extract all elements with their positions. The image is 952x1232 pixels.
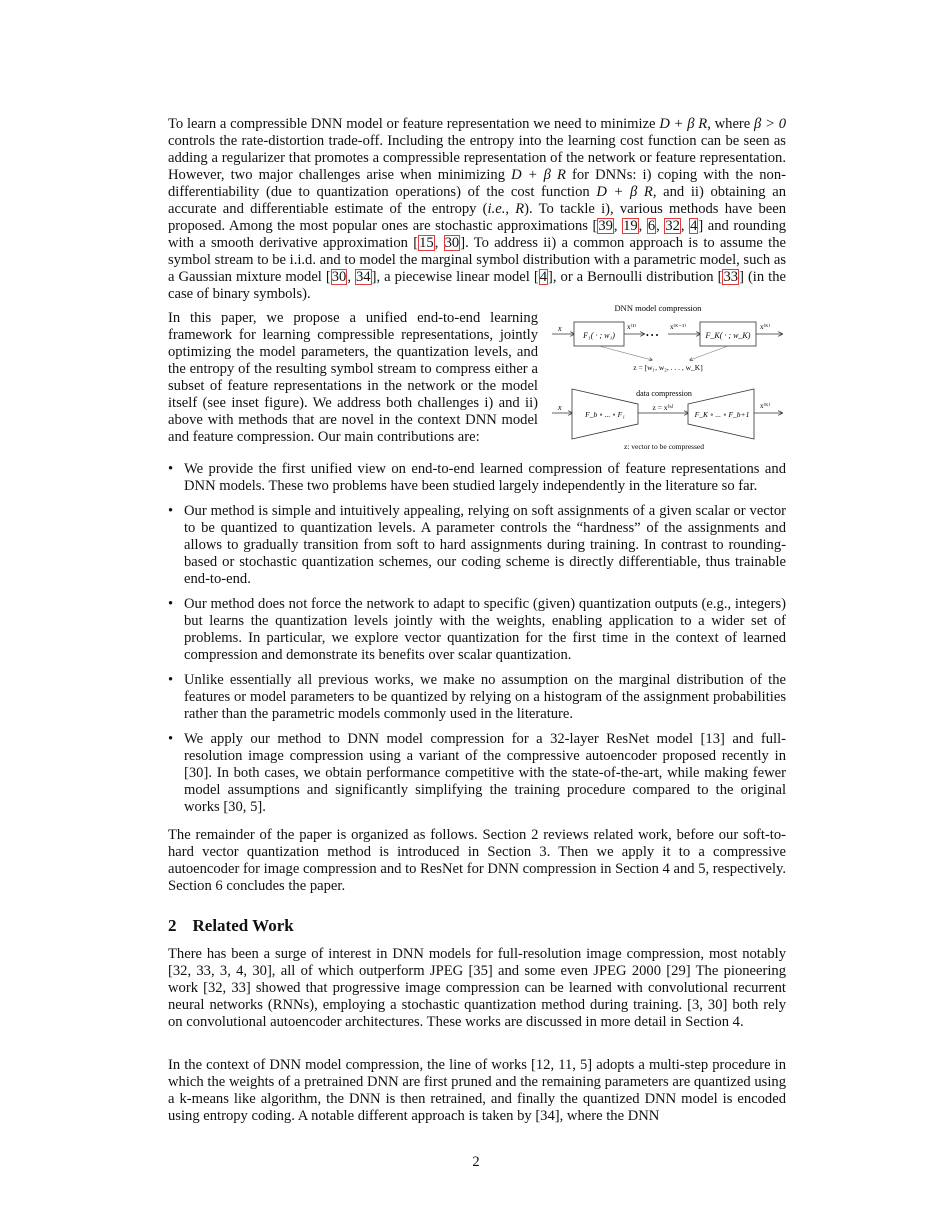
- intro-paragraph: To learn a compressible DNN model or feature representation we need to minimize D + β R, where β > 0 controls the rate-distortion trade-off. Including the entropy into the learning cost function can be seen as adding a regularizer that promotes a compressible representation of the network or feature representation. However, two major challenges arise when minimizing D + β R for DNNs: i) coping with the non-differentiability (due to quantization operations) of the cost function D + β R, and ii) obtaining an accurate and differentiable estimate of the entropy (i.e., R). To tackle i), various methods have been proposed. Among the most popular ones are stochastic approximations [39, 19, 6, 32, 4] and rounding with a smooth derivative approximation [15, 30]. To address ii) a common approach is to assume the symbol stream to be i.i.d. and to model the marginal symbol distribution with a parametric model, such as a Gaussian mixture model [30, 34], a piecewise linear model [4], or a Bernoulli distribution [33] (in the case of binary symbols).: [168, 116, 787, 302]
- list-item: [168, 503, 786, 588]
- xk-label: x⁽ᴷ⁾: [760, 402, 771, 410]
- text: i.e.: [487, 201, 506, 217]
- text: ,: [505, 201, 516, 217]
- citation-link[interactable]: 33: [723, 269, 739, 285]
- text: , a piecewise linear model: [376, 269, 534, 285]
- inset-figure: [548, 300, 788, 455]
- math: β > 0: [754, 116, 787, 132]
- layer-f1-label: F₁( · ; w₁): [583, 331, 615, 340]
- text: To learn a compressible DNN model or feature representation we need to minimize: [168, 116, 660, 132]
- decoder-label: F_K ∘ ... ∘ F_b+1: [694, 410, 750, 419]
- bullet-icon: •: [168, 461, 174, 477]
- list-item-text: Our method is simple and intuitively appealing, relying on soft assignments of a given scalar or vector to be quantized to quantization levels. A parameter controls the “hardness” of the assignments and allows to gradually transition from soft to hard assignments during training. In contrast to rounding-based or stochastic quantization schemes, our coding scheme is directly differentiable, thus trainable end-to-end.: [184, 503, 786, 587]
- section-heading: [168, 916, 294, 936]
- list-item-text: We provide the first unified view on end-to-end learned compression of feature representations and DNN models. These two problems have been studied largely independently in the literature so far.: [184, 461, 786, 494]
- figure-caption: z: vector to be compressed: [624, 442, 704, 451]
- math: D + β R: [659, 116, 708, 132]
- text: . To address ii) a common approach is to assume the symbol stream to be i.i.d. and to model the marginal symbol distribution with a parametric model, such as a Gaussian mixture model: [168, 235, 786, 285]
- text: ). To tackle i), various methods have been proposed. Among the most popular ones are stochastic approximations: [168, 201, 786, 234]
- ellipsis: • • •: [646, 331, 659, 340]
- model-compression-paragraph: In the context of DNN model compression, the line of works [12, 11, 5] adopts a multi-step procedure in which the weights of a pretrained DNN are first pruned and the remaining parameters are quantized using a k-means like algorithm, the DNN is then retrained, and finally the quantized DNN model is encoded using entropy coding. A notable different approach is taken by [34], where the DNN: [168, 1057, 786, 1124]
- math: D + β R: [511, 167, 566, 183]
- bullet-icon: •: [168, 731, 174, 747]
- z-label: z = x⁽ᵇ⁾: [652, 403, 674, 412]
- list-item-text: Our method does not force the network to adapt to specific (given) quantization outputs (e.g., integers) but learns the quantization levels jointly with the weights, enabling application to a wider set of problems. In particular, we explore vector quantization for the first time in the context of learned compression and demonstrate its benefits over scalar quantization.: [184, 596, 786, 663]
- section-number: 2: [168, 916, 177, 935]
- xk1-label: x⁽ᴷ⁻¹⁾: [670, 323, 686, 331]
- arrow: [599, 346, 652, 360]
- list-item-text: We apply our method to DNN model compression for a 32-layer ResNet model [13] and full-resolution image compression using a variant of the compressive autoencoder proposed recently in [30]. In both cases, we obtain performance competitive with the state-of-the-art, while making fewer model assumptions and significantly simplifying the training procedure compared to the original works [30, 5].: [184, 731, 786, 815]
- bullet-icon: •: [168, 672, 174, 688]
- contributions-list: [168, 461, 786, 824]
- text: and rounding with a smooth derivative approximation: [168, 218, 787, 251]
- citation-link[interactable]: 32: [665, 218, 680, 234]
- input-label: x: [558, 324, 562, 333]
- organization-paragraph: The remainder of the paper is organized as follows. Section 2 reviews related work, before our soft-to-hard vector quantization method is introduced in Section 3. Then we apply it to a compressive autoencoder for image compression and to ResNet for DNN compression in Section 4 and 5, respectively. Section 6 concludes the paper.: [168, 827, 786, 894]
- bullet-icon: •: [168, 503, 174, 519]
- citation-link[interactable]: 19: [623, 218, 638, 234]
- math: D + β R: [596, 184, 653, 200]
- list-item: [168, 596, 786, 664]
- list-item: [168, 461, 786, 495]
- x1-label: x⁽¹⁾: [627, 323, 637, 331]
- figure-top-title: DNN model compression: [614, 303, 702, 313]
- citation-link[interactable]: 30: [444, 235, 460, 251]
- text: , or a Bernoulli distribution: [552, 269, 718, 285]
- list-item: [168, 672, 786, 723]
- citation-link[interactable]: 15: [419, 235, 434, 251]
- proposal-paragraph: In this paper, we propose a unified end-to-end learning framework for learning compressible representations, jointly optimizing the model parameters, the quantization levels, and the entropy of the resulting symbol stream to compress either a subset of feature representations in the network or the model itself (see inset figure). We address both challenges i) and ii) above with methods that are novel in the context DNN model and feature compression. Our main contributions are:: [168, 310, 538, 445]
- z-definition: z = [w₁, w₂, . . . , w_K]: [633, 363, 703, 372]
- citation-link[interactable]: 4: [690, 218, 698, 234]
- citation-link[interactable]: 30: [331, 269, 347, 285]
- list-item-text: Unlike essentially all previous works, we make no assumption on the marginal distribution of the features or model parameters to be quantized by relying on a histogram of the assignment probabilities rather than the parametric models commonly used in the literature.: [184, 672, 786, 722]
- encoder-label: F_b ∘ ... ∘ F₁: [585, 410, 625, 419]
- related-work-paragraph: There has been a surge of interest in DNN models for full-resolution image compression, most notably [32, 33, 3, 4, 30], all of which outperform JPEG [35] and some even JPEG 2000 [29] The pioneering work [32, 33] showed that progressive image compression can be learned with convolutional recurrent neural networks (RNNs), employing a stochastic quantization method during training. [3, 30] both rely on convolutional autoencoder architectures. These works are discussed in more detail in Section 4.: [168, 946, 786, 1030]
- page-number: 2: [472, 1154, 480, 1170]
- text: (in the case of binary symbols).: [168, 269, 786, 302]
- citation-link[interactable]: 39: [598, 218, 613, 234]
- figure-mid-title: data compression: [636, 389, 692, 398]
- math: R: [515, 201, 525, 217]
- layer-fk-label: F_K( · ; w_K): [705, 331, 751, 340]
- section-title: Related Work: [192, 916, 294, 935]
- text: , and ii) obtaining an accurate and differentiable estimate of the entropy (: [168, 184, 787, 217]
- list-item: [168, 731, 786, 816]
- text: controls the rate-distortion trade-off. Including the entropy into the learning cost function can be seen as adding a regularizer that promotes a compressible representation of the network or feature representation. However, two major challenges arise when minimizing: [168, 133, 786, 183]
- citation-link[interactable]: 6: [647, 218, 656, 234]
- input-label: x: [558, 403, 562, 412]
- citation-link[interactable]: 4: [539, 269, 547, 285]
- text: for DNNs: i) coping with the non-differentiability (due to quantization operations) of the cost function: [168, 167, 786, 200]
- xk-label: x⁽ᴷ⁾: [760, 323, 771, 331]
- text: , where: [707, 116, 755, 132]
- bullet-icon: •: [168, 596, 174, 612]
- arrow: [690, 346, 728, 360]
- citation-link[interactable]: 34: [355, 269, 371, 285]
